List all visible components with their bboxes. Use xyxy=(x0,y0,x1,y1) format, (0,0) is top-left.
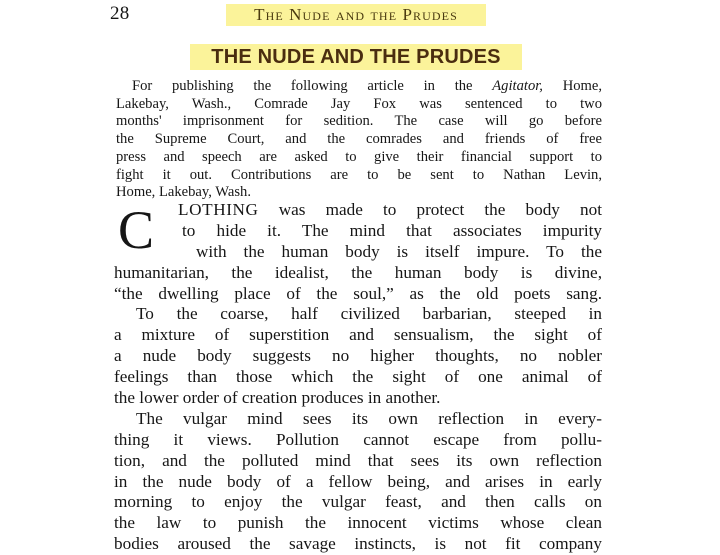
drop-cap: C xyxy=(118,200,155,260)
body-line: to hide it. The mind that associates impurity xyxy=(182,220,602,240)
editorial-note-line: press and speech are asked to give their financial support to xyxy=(116,148,602,165)
body-line: with the human body is itself impure. To the xyxy=(196,241,602,261)
editorial-note xyxy=(116,78,602,202)
editorial-note-line: the Supreme Court, and the comrades and friends of free xyxy=(116,131,602,148)
body-line: LOTHING was made to protect the body not xyxy=(178,200,602,219)
body-line: morning to enjoy the vulgar feast, and then calls on xyxy=(114,492,602,512)
body-line: The vulgar mind sees its own reflection in every- xyxy=(136,408,602,428)
article-body xyxy=(114,200,602,555)
running-header-title: The Nude and the Prudes xyxy=(226,4,486,26)
page-number: 28 xyxy=(110,3,130,24)
editorial-note-line: For publishing the following article in the Agitator, Home, xyxy=(132,78,603,94)
editorial-note-line: months' imprisonment for sedition. The case will go before xyxy=(116,113,602,130)
body-line: To the coarse, half civilized barbarian, steeped in xyxy=(136,304,602,324)
body-line: “the dwelling place of the soul,” as the old poets sang. xyxy=(114,283,602,303)
body-line: a mixture of superstition and sensualism, the sight of xyxy=(114,325,602,345)
editorial-note-line: Lakebay, Wash., Comrade Jay Fox was sentenced to two xyxy=(116,95,602,112)
body-line: humanitarian, the idealist, the human body is divine, xyxy=(114,262,602,282)
body-line: the law to punish the innocent victims whose clean xyxy=(114,513,602,533)
body-line: in the nude body of a fellow being, and arises in early xyxy=(114,471,602,491)
body-line: tion, and the polluted mind that sees its own reflection xyxy=(114,450,602,470)
publication-name: Agitator, xyxy=(492,78,543,94)
article-title: THE NUDE AND THE PRUDES xyxy=(190,44,522,70)
body-line: the lower order of creation produces in another. xyxy=(114,388,441,408)
body-line: thing it views. Pollution cannot escape from pollu- xyxy=(114,429,602,449)
editorial-note-line: Home, Lakebay, Wash. xyxy=(116,184,251,201)
body-line: bodies aroused the savage instincts, is not fit company xyxy=(114,534,602,554)
editorial-note-line: fight it out. Contributions are to be sent to Nathan Levin, xyxy=(116,166,602,183)
body-line: a nude body suggests no higher thoughts, no nobler xyxy=(114,346,602,366)
body-line: feelings than those which the sight of one animal of xyxy=(114,367,602,387)
